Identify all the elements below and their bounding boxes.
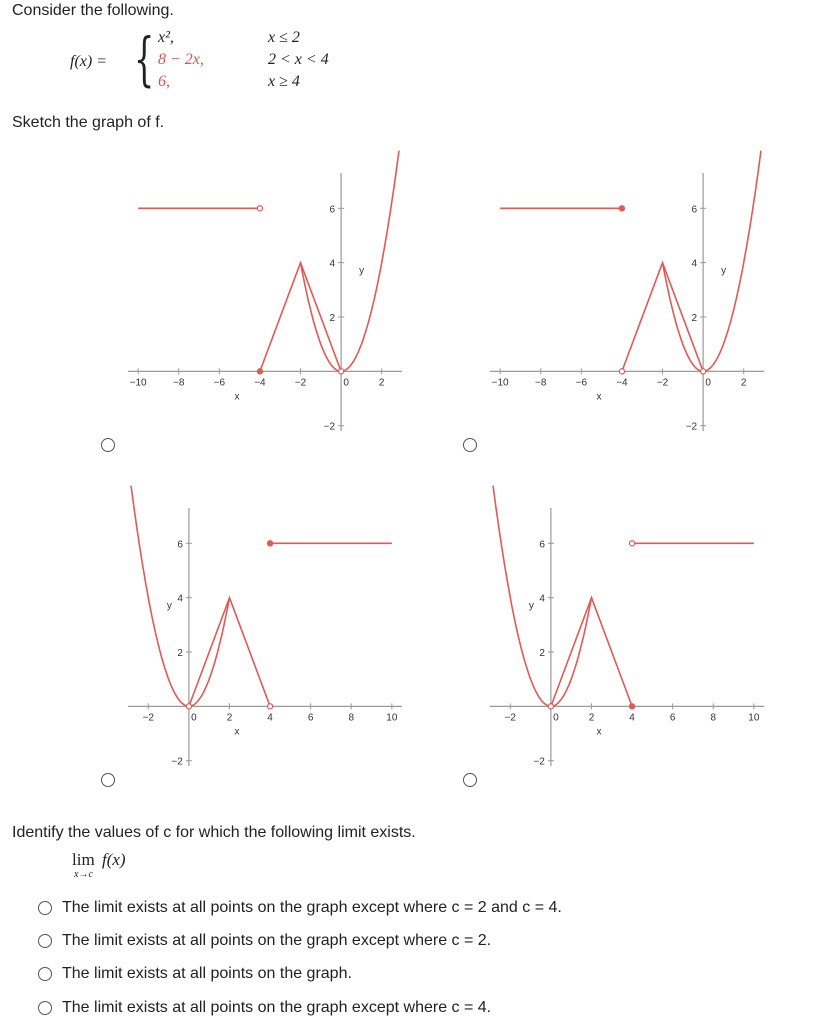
y-tick-label-3: 6: [329, 204, 336, 216]
y-tick-label-2: 4: [329, 258, 336, 270]
y-tick-label-3: 6: [691, 204, 698, 216]
closed-point-2: [267, 541, 272, 546]
y-axis-label: y: [721, 265, 727, 277]
y-tick-label-1: 2: [177, 648, 183, 660]
graph-segment-2: [189, 598, 270, 707]
x-tick-label-0: −2: [142, 712, 154, 724]
x-tick-label-2: 2: [588, 712, 595, 724]
question-text: Identify the values of c for which the following limit exists.: [12, 824, 416, 841]
x-tick-label-4: −2: [656, 377, 669, 389]
answer-label-3[interactable]: The limit exists at all points on the graph.: [62, 965, 352, 982]
y-tick-label-0: −2: [533, 756, 545, 768]
piece-expr-3: 6,: [158, 73, 170, 90]
x-tick-label-5: 8: [348, 712, 355, 724]
open-point-2: [629, 541, 634, 546]
answer-radio-1[interactable]: [38, 901, 52, 915]
y-tick-label-2: 4: [691, 258, 698, 270]
x-tick-label-1: 0: [191, 712, 197, 724]
y-tick-label-1: 2: [691, 313, 698, 325]
y-tick-label-2: 4: [177, 593, 183, 605]
x-tick-label-4: −2: [294, 377, 307, 389]
y-tick-label-1: 2: [539, 648, 545, 660]
answer-label-4[interactable]: The limit exists at all points on the graph except where c = 4.: [62, 999, 492, 1016]
piece-cond-3: x ≥ 4: [268, 73, 300, 90]
y-tick-label-0: −2: [685, 421, 698, 433]
open-point-0: [548, 704, 553, 709]
x-tick-label-4: 6: [307, 712, 314, 724]
open-point-0: [186, 704, 191, 709]
open-point-2: [701, 369, 706, 374]
y-tick-label-0: −2: [171, 756, 183, 768]
piecewise-function: [70, 25, 370, 98]
y-tick-label-1: 2: [329, 313, 336, 325]
x-tick-label-3: −4: [616, 377, 628, 389]
open-point-0: [619, 369, 624, 374]
graph-option-b[interactable]: [482, 165, 772, 450]
x-tick-label-3: 4: [629, 712, 635, 724]
x-tick-label-6: 2: [740, 377, 747, 389]
graph-option-a-radio[interactable]: [101, 438, 115, 452]
closed-point-0: [257, 369, 262, 374]
answer-label-1[interactable]: The limit exists at all points on the graph except where c = 2 and c = 4.: [62, 899, 562, 916]
answer-radio-4[interactable]: [38, 1001, 52, 1015]
y-tick-label-0: −2: [323, 421, 336, 433]
brace-symbol: {: [134, 25, 155, 93]
prompt-text: Consider the following.: [12, 2, 174, 19]
graph-option-d-radio[interactable]: [463, 773, 477, 787]
x-tick-label-6: 10: [386, 712, 398, 724]
x-tick-label-4: 6: [669, 712, 676, 724]
y-tick-label-2: 4: [539, 593, 545, 605]
graph-segment-0: [703, 151, 761, 372]
graph-option-d[interactable]: [482, 500, 772, 785]
x-axis-label: x: [234, 726, 240, 738]
piece-expr-1: x²,: [158, 29, 174, 46]
x-tick-label-5: 8: [710, 712, 717, 724]
instruction-text: [12, 114, 164, 132]
x-tick-label-0: −2: [504, 712, 516, 724]
closed-point-1: [629, 704, 634, 709]
piece-expr-2: 8 − 2x,: [158, 51, 204, 68]
y-tick-label-3: 6: [539, 539, 545, 551]
y-axis-label: y: [528, 600, 534, 612]
x-tick-label-3: 4: [267, 712, 273, 724]
limit-subscript: x→c: [74, 869, 93, 880]
x-tick-label-2: 2: [226, 712, 233, 724]
x-tick-label-6: 10: [748, 712, 760, 724]
x-tick-label-6: 2: [378, 377, 385, 389]
graph-option-b-radio[interactable]: [463, 438, 477, 452]
open-point-1: [257, 206, 262, 211]
x-tick-label-3: −4: [254, 377, 266, 389]
x-tick-label-0: −10: [129, 377, 147, 389]
piece-cond-2: 2 < x < 4: [268, 51, 329, 68]
open-point-1: [267, 704, 272, 709]
graph-option-c-radio[interactable]: [101, 773, 115, 787]
answer-label-2[interactable]: The limit exists at all points on the graph except where c = 2.: [62, 932, 492, 949]
answer-radio-3[interactable]: [38, 967, 52, 981]
x-axis-label: x: [596, 726, 602, 738]
x-tick-label-1: −8: [535, 377, 547, 389]
limit-function: f(x): [102, 850, 126, 869]
piece-cond-1: x ≤ 2: [268, 29, 300, 46]
limit-operator: lim: [72, 850, 95, 869]
x-axis-label: x: [234, 391, 240, 403]
x-axis-label: x: [596, 391, 602, 403]
y-axis-label: y: [166, 600, 172, 612]
x-tick-label-0: −10: [491, 377, 509, 389]
graph-option-a[interactable]: [120, 165, 410, 450]
x-tick-label-5: 0: [343, 377, 349, 389]
y-tick-label-3: 6: [177, 539, 183, 551]
answer-radio-2[interactable]: [38, 934, 52, 948]
x-tick-label-1: −8: [173, 377, 185, 389]
open-point-2: [339, 369, 344, 374]
x-tick-label-5: 0: [705, 377, 711, 389]
x-tick-label-2: −6: [575, 377, 588, 389]
closed-point-1: [619, 206, 624, 211]
x-tick-label-2: −6: [213, 377, 226, 389]
instruction-label: Sketch the graph of f.: [12, 114, 165, 131]
function-lhs: f(x) =: [70, 53, 107, 70]
graph-segment-2: [551, 598, 632, 707]
limit-expression: [72, 850, 192, 886]
x-tick-label-1: 0: [553, 712, 559, 724]
y-axis-label: y: [359, 265, 365, 277]
graph-segment-0: [341, 151, 399, 372]
graph-option-c[interactable]: [120, 500, 410, 785]
